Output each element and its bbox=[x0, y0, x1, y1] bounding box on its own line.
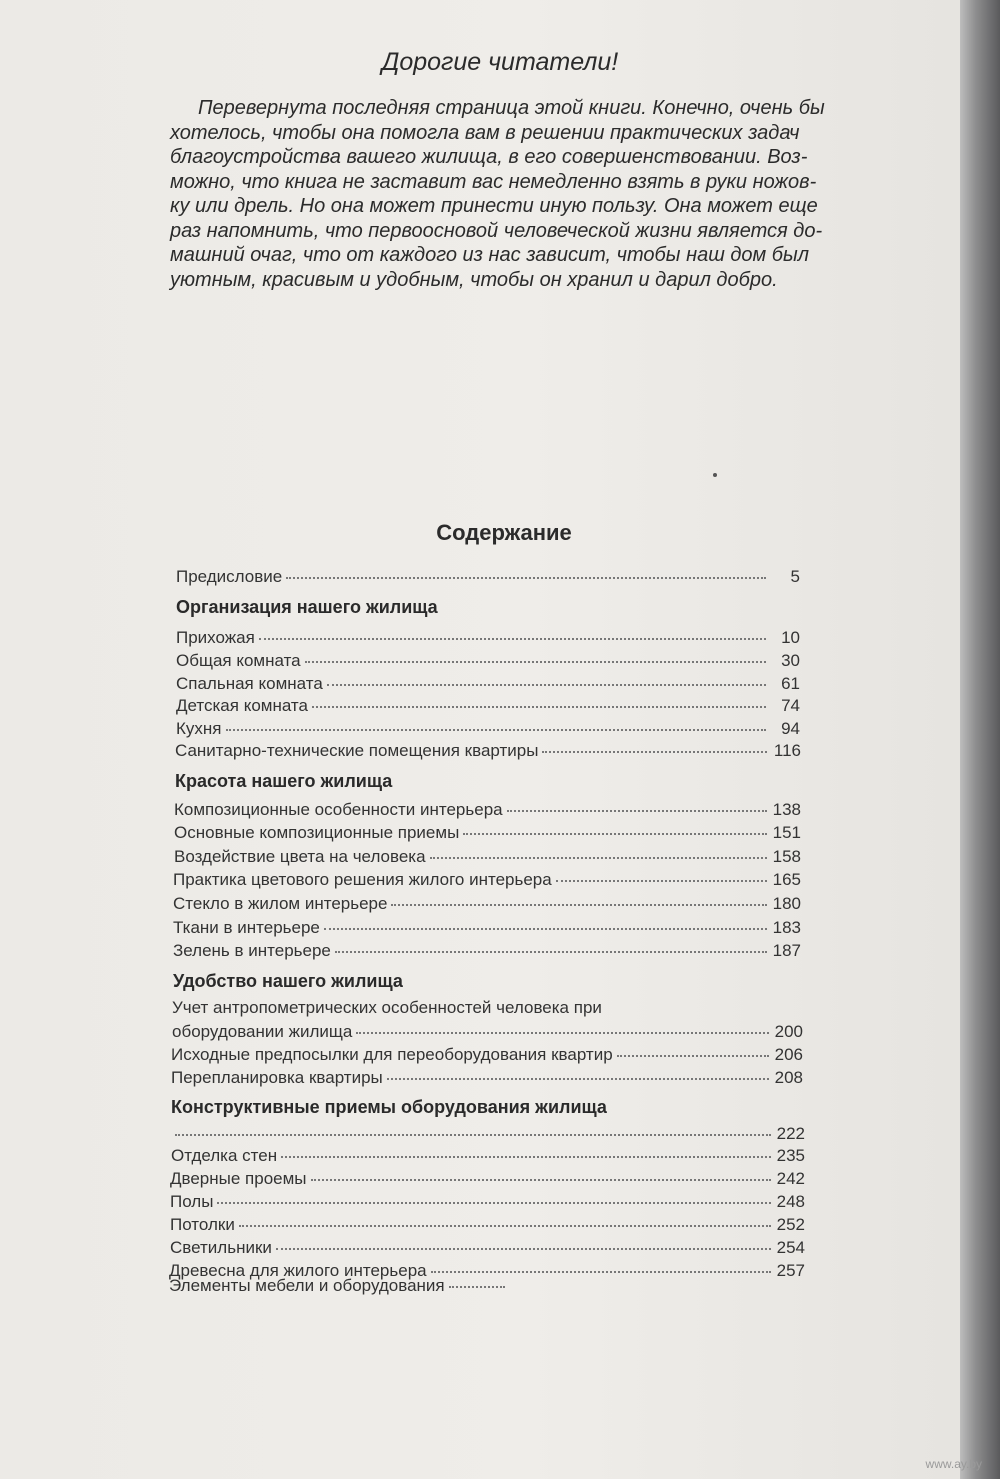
toc-entry bbox=[173, 894, 801, 914]
dot-leader bbox=[391, 903, 767, 906]
toc-entry-label: Кухня bbox=[176, 719, 222, 738]
toc-entry bbox=[169, 1276, 509, 1296]
dot-leader bbox=[311, 1178, 771, 1181]
dot-leader bbox=[356, 1031, 769, 1034]
toc-entry bbox=[175, 741, 801, 761]
toc-entry-label: Воздействие цвета на человека bbox=[174, 847, 426, 866]
dot-leader bbox=[217, 1201, 771, 1204]
toc-entry-label: Детская комната bbox=[176, 696, 308, 715]
toc-entry-page: 165 bbox=[772, 870, 801, 889]
toc-entry-page: 254 bbox=[776, 1238, 805, 1257]
toc-entry-label: Полы bbox=[170, 1192, 214, 1211]
toc-entry-page: 248 bbox=[776, 1192, 805, 1211]
toc-entry-label: Элементы мебели и оборудования bbox=[169, 1276, 445, 1295]
toc-entry bbox=[171, 1124, 805, 1144]
watermark: www.ay.by bbox=[925, 1457, 982, 1471]
toc-entry bbox=[176, 719, 800, 739]
letter-line: уютным, красивым и удобным, чтобы он хранил и дарил добро. bbox=[170, 268, 778, 291]
dot-leader bbox=[286, 576, 766, 579]
toc-entry-label: Основные композиционные приемы bbox=[174, 823, 460, 842]
toc-entry-label: Учет антропометрических особенностей человека при bbox=[172, 998, 602, 1017]
toc-entry-page: 158 bbox=[772, 847, 801, 866]
toc-entry bbox=[176, 651, 800, 671]
toc-section-title: Организация нашего жилища bbox=[176, 597, 438, 617]
dot-leader bbox=[281, 1155, 771, 1158]
toc-entry-page: 10 bbox=[781, 628, 800, 647]
toc-entry bbox=[171, 1146, 805, 1166]
toc-entry-label: Ткани в интерьере bbox=[173, 918, 320, 937]
toc-entry-page: 94 bbox=[781, 719, 800, 738]
letter-line: раз напомнить, что первоосновой человеческой жизни является до- bbox=[170, 219, 823, 242]
toc-entry-page: 208 bbox=[774, 1068, 803, 1087]
toc-title: Содержание bbox=[436, 520, 572, 545]
toc-entry bbox=[176, 628, 800, 648]
toc-entry bbox=[174, 823, 801, 843]
toc-entry-label: Стекло в жилом интерьере bbox=[173, 894, 388, 913]
dot-leader bbox=[226, 728, 767, 731]
toc-entry bbox=[173, 941, 801, 961]
toc-entry bbox=[173, 918, 801, 938]
dot-leader bbox=[387, 1077, 769, 1080]
toc-entry-page: 30 bbox=[781, 651, 800, 670]
toc-entry bbox=[174, 847, 801, 867]
toc-entry-page: 183 bbox=[772, 918, 801, 937]
toc-entry bbox=[176, 674, 800, 694]
dot-leader bbox=[542, 750, 767, 753]
dot-leader bbox=[463, 832, 767, 835]
toc-entry bbox=[170, 1192, 805, 1212]
letter-line: ку или дрель. Но она может принести иную пользу. Она может еще bbox=[170, 195, 818, 217]
toc-entry-label: Композиционные особенности интерьера bbox=[174, 800, 503, 819]
toc-entry bbox=[174, 800, 801, 820]
toc-entry-label: Потолки bbox=[170, 1215, 235, 1234]
toc-entry-page: 180 bbox=[772, 894, 801, 913]
letter-line: можно, что книга не заставит вас немедленно взять в руки ножов- bbox=[170, 170, 817, 193]
dot-leader bbox=[324, 927, 767, 930]
toc-entry bbox=[170, 1169, 805, 1189]
toc-entry bbox=[172, 1022, 803, 1042]
dot-leader bbox=[305, 660, 766, 663]
toc-entry bbox=[170, 1215, 805, 1235]
letter-title: Дорогие читатели! bbox=[381, 48, 619, 76]
toc-section-title: Удобство нашего жилища bbox=[173, 971, 403, 991]
toc-entry-page: 138 bbox=[772, 800, 801, 819]
toc-section-title: Красота нашего жилища bbox=[175, 771, 393, 791]
toc-entry-page: 200 bbox=[774, 1022, 803, 1041]
letter-line: Перевернута последняя страница этой книги. Конечно, очень бы bbox=[198, 97, 825, 119]
toc-entry bbox=[171, 1045, 803, 1065]
dot-leader bbox=[175, 1133, 771, 1136]
toc-entry bbox=[173, 870, 801, 890]
toc-entry-page: 187 bbox=[772, 941, 801, 960]
letter-line: хотелось, чтобы она помогла вам в решении практических задач bbox=[170, 121, 800, 144]
toc-entry-page: 235 bbox=[776, 1146, 805, 1165]
toc-entry-page: 242 bbox=[776, 1169, 805, 1188]
toc-entry-label: Зелень в интерьере bbox=[173, 941, 331, 960]
toc-entry-label: Прихожая bbox=[176, 628, 255, 647]
dot-leader bbox=[556, 879, 767, 882]
toc-entry-page: 61 bbox=[781, 674, 800, 693]
toc-entry-label: Перепланировка квартиры bbox=[171, 1068, 383, 1087]
toc-entry bbox=[171, 1068, 803, 1088]
dot-leader bbox=[430, 856, 767, 859]
toc-entry-label: Древесна для жилого интерьера bbox=[169, 1261, 427, 1280]
toc-entry-label: Исходные предпосылки для переоборудования квартир bbox=[171, 1045, 613, 1064]
toc-entry-page: 151 bbox=[772, 823, 801, 842]
dot-leader bbox=[312, 705, 766, 708]
toc-entry-label: Светильники bbox=[170, 1238, 272, 1257]
dot-leader bbox=[617, 1054, 769, 1057]
toc-entry-preface bbox=[176, 567, 800, 587]
dot-leader bbox=[276, 1247, 771, 1250]
toc-entry bbox=[172, 998, 801, 1018]
toc-entry-page: 116 bbox=[773, 741, 801, 760]
toc-entry-label: Предисловие bbox=[176, 567, 283, 586]
dot-leader bbox=[327, 683, 766, 686]
toc-entry-page: 252 bbox=[776, 1215, 805, 1234]
toc-entry-label: Дверные проемы bbox=[170, 1169, 307, 1188]
toc-section-title: Конструктивные приемы оборудования жилища bbox=[171, 1097, 607, 1117]
toc-entry-page: 257 bbox=[776, 1261, 805, 1280]
toc-entry-page: 222 bbox=[776, 1124, 805, 1143]
dot-leader bbox=[239, 1224, 771, 1227]
dot-leader bbox=[431, 1270, 771, 1273]
toc-entry bbox=[170, 1238, 805, 1258]
letter-line: машний очаг, что от каждого из нас зависит, чтобы наш дом был bbox=[170, 244, 810, 266]
toc-entry-label: оборудовании жилища bbox=[172, 1022, 353, 1041]
toc-entry-label: Санитарно-технические помещения квартиры bbox=[175, 741, 539, 760]
dot-leader bbox=[507, 809, 767, 812]
toc-entry-label: Практика цветового решения жилого интерьера bbox=[173, 870, 552, 889]
toc-entry-page: 74 bbox=[781, 696, 800, 715]
dot-leader bbox=[449, 1285, 505, 1288]
toc-entry-page: 206 bbox=[774, 1045, 803, 1064]
letter-line: благоустройства вашего жилища, в его совершенствовании. Воз- bbox=[170, 146, 808, 168]
toc-entry bbox=[176, 696, 800, 716]
dot-leader bbox=[335, 950, 767, 953]
toc-entry-label: Общая комната bbox=[176, 651, 301, 670]
dot-leader bbox=[259, 637, 766, 640]
toc-entry-label: Отделка стен bbox=[171, 1146, 278, 1165]
toc-entry-label: Спальная комната bbox=[176, 674, 323, 693]
toc-entry-page: 5 bbox=[790, 567, 800, 586]
